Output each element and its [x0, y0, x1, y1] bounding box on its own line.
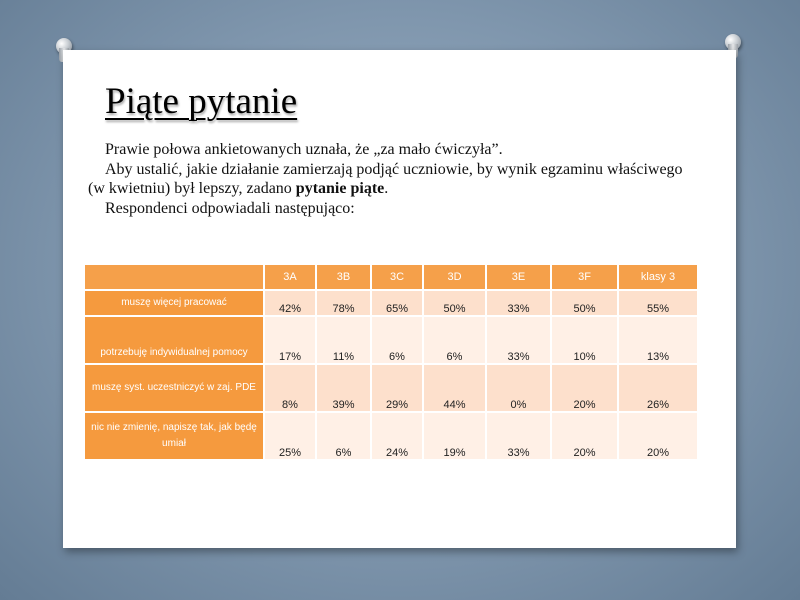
table-cell: 13%	[618, 316, 698, 364]
table-cell: 39%	[316, 364, 371, 412]
table-cell: 24%	[371, 412, 423, 460]
table-cell: 65%	[371, 290, 423, 316]
table-cell: 20%	[618, 412, 698, 460]
table-cell: 50%	[423, 290, 486, 316]
table-cell: 55%	[618, 290, 698, 316]
table-cell: 25%	[264, 412, 316, 460]
paragraph-2-end: .	[384, 180, 389, 197]
table-cell: 42%	[264, 290, 316, 316]
table-header-cell: 3F	[551, 264, 618, 290]
table-cell: 6%	[423, 316, 486, 364]
table-cell: 0%	[486, 364, 551, 412]
table-cell: 17%	[264, 316, 316, 364]
table-cell: 19%	[423, 412, 486, 460]
results-table	[83, 263, 699, 461]
table-header-cell: klasy 3	[618, 264, 698, 290]
table-header-cell: 3B	[316, 264, 371, 290]
row-label: potrzebuję indywidualnej pomocy	[84, 316, 264, 364]
table-cell: 33%	[486, 412, 551, 460]
table-cell: 44%	[423, 364, 486, 412]
table-header-cell: 3C	[371, 264, 423, 290]
paragraph-2	[88, 160, 688, 199]
slide-body	[88, 140, 688, 218]
table-row	[84, 316, 698, 364]
table-row	[84, 364, 698, 412]
table-cell: 10%	[551, 316, 618, 364]
paragraph-3: Respondenci odpowiadali następująco:	[105, 199, 355, 217]
table-header-cell: 3A	[264, 264, 316, 290]
table-header-cell: 3D	[423, 264, 486, 290]
table-header-row	[84, 264, 698, 290]
table-cell: 33%	[486, 290, 551, 316]
paragraph-1: Prawie połowa ankietowanych uznała, że „za mało ćwiczyła”.	[105, 141, 503, 158]
table-cell: 8%	[264, 364, 316, 412]
row-label: muszę więcej pracować	[84, 290, 264, 316]
table-header-cell	[84, 264, 264, 290]
table-row	[84, 412, 698, 460]
slide-title: Piąte pytanie	[105, 81, 298, 122]
table-cell: 33%	[486, 316, 551, 364]
table-cell: 29%	[371, 364, 423, 412]
table-cell: 50%	[551, 290, 618, 316]
row-label: nic nie zmienię, napiszę tak, jak będę umiał	[84, 412, 264, 460]
table-cell: 20%	[551, 412, 618, 460]
row-label: muszę syst. uczestniczyć w zaj. PDE	[84, 364, 264, 412]
table-cell: 11%	[316, 316, 371, 364]
paragraph-2-text: Aby ustalić, jakie działanie zamierzają podjąć uczniowie, by wynik egzaminu właściwego (w kwietniu) był lepszy, zadano	[88, 160, 683, 197]
pushpin-right-icon	[725, 34, 741, 50]
table-cell: 78%	[316, 290, 371, 316]
table-cell: 6%	[371, 316, 423, 364]
table-cell: 26%	[618, 364, 698, 412]
table-cell: 20%	[551, 364, 618, 412]
table-row	[84, 290, 698, 316]
table-header-cell: 3E	[486, 264, 551, 290]
table-cell: 6%	[316, 412, 371, 460]
paragraph-2-bold: pytanie piąte	[295, 180, 385, 197]
